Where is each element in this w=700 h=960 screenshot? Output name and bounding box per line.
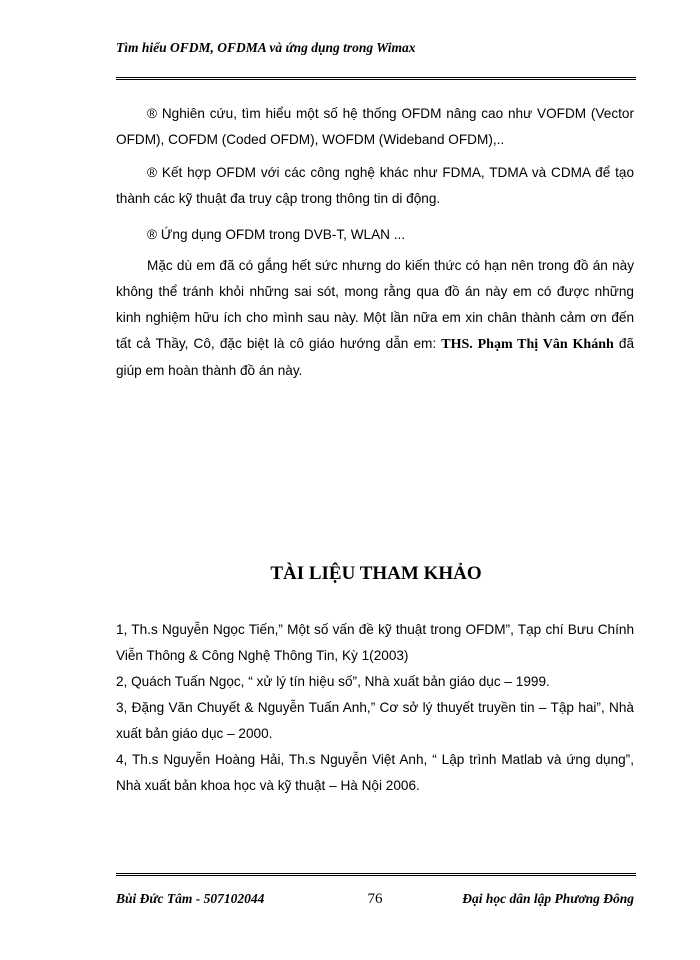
reference-list xyxy=(116,617,634,799)
page-number: 76 xyxy=(367,891,383,907)
bullet-symbol: ® xyxy=(147,106,158,121)
reference-item: 3, Đặng Văn Chuyết & Nguyễn Tuấn Anh,” Cơ sở lý thuyết truyền tin – Tập hai”, Nhà xuất bản giáo dục – 2000. xyxy=(116,700,634,741)
bullet-paragraph xyxy=(116,160,634,212)
bullet-symbol: ® xyxy=(147,227,158,242)
running-header: Tìm hiểu OFDM, OFDMA và ứng dụng trong Wimax xyxy=(116,40,416,55)
closing-text: Mặc dù em đã có gắng hết sức nhưng do kiến thức có hạn nên trong đồ án này không thể tránh khỏi những sai sót, mong rằng qua đồ án này em có được những kinh nghiệm hữu ích cho mình sau này. Một lần nữa em xin chân thành cảm ơn đến tất cả Thầy, Cô, đặc biệt là cô giáo hướng dẫn em: xyxy=(116,258,634,351)
closing-text-end: đã giúp em hoàn thành đồ án này. xyxy=(116,336,635,378)
bullet-symbol: ® xyxy=(147,165,158,180)
bullet-text: Ứng dụng OFDM trong DVB-T, WLAN ... xyxy=(160,227,406,242)
footer-divider xyxy=(116,873,636,876)
reference-item: 1, Th.s Nguyễn Ngọc Tiến,” Một số vấn đề kỹ thuật trong OFDM”, Tạp chí Bưu Chính Viễn Thông & Công Nghệ Thông Tin, Kỳ 1(2003) xyxy=(116,622,634,663)
reference-item: 2, Quách Tuấn Ngọc, “ xử lý tín hiệu số”, Nhà xuất bản giáo dục – 1999. xyxy=(116,674,550,689)
bullet-text: Nghiên cứu, tìm hiểu một số hệ thống OFDM nâng cao như VOFDM (Vector OFDM), COFDM (Coded OFDM), WOFDM (Wideband OFDM),.. xyxy=(116,106,634,147)
footer-author: Bùi Đức Tâm - 507102044 xyxy=(116,891,265,906)
advisor-name: THS. Phạm Thị Vân Khánh xyxy=(441,337,614,352)
bullet-paragraph xyxy=(116,222,634,248)
closing-paragraph xyxy=(116,253,634,384)
header-divider xyxy=(116,77,636,80)
references-title: TÀI LIỆU THAM KHẢO xyxy=(270,563,482,584)
bullet-paragraph xyxy=(116,101,634,153)
bullet-text: Kết hợp OFDM với các công nghệ khác như FDMA, TDMA và CDMA để tạo thành các kỹ thuật đa truy cập trong thông tin di động. xyxy=(116,165,634,206)
footer-institution: Đại học dân lập Phương Đông xyxy=(462,891,634,906)
reference-item: 4, Th.s Nguyễn Hoàng Hải, Th.s Nguyễn Việt Anh, “ Lập trình Matlab và ứng dụng”, Nhà xuất bản khoa học và kỹ thuật – Hà Nội 2006. xyxy=(116,752,634,793)
